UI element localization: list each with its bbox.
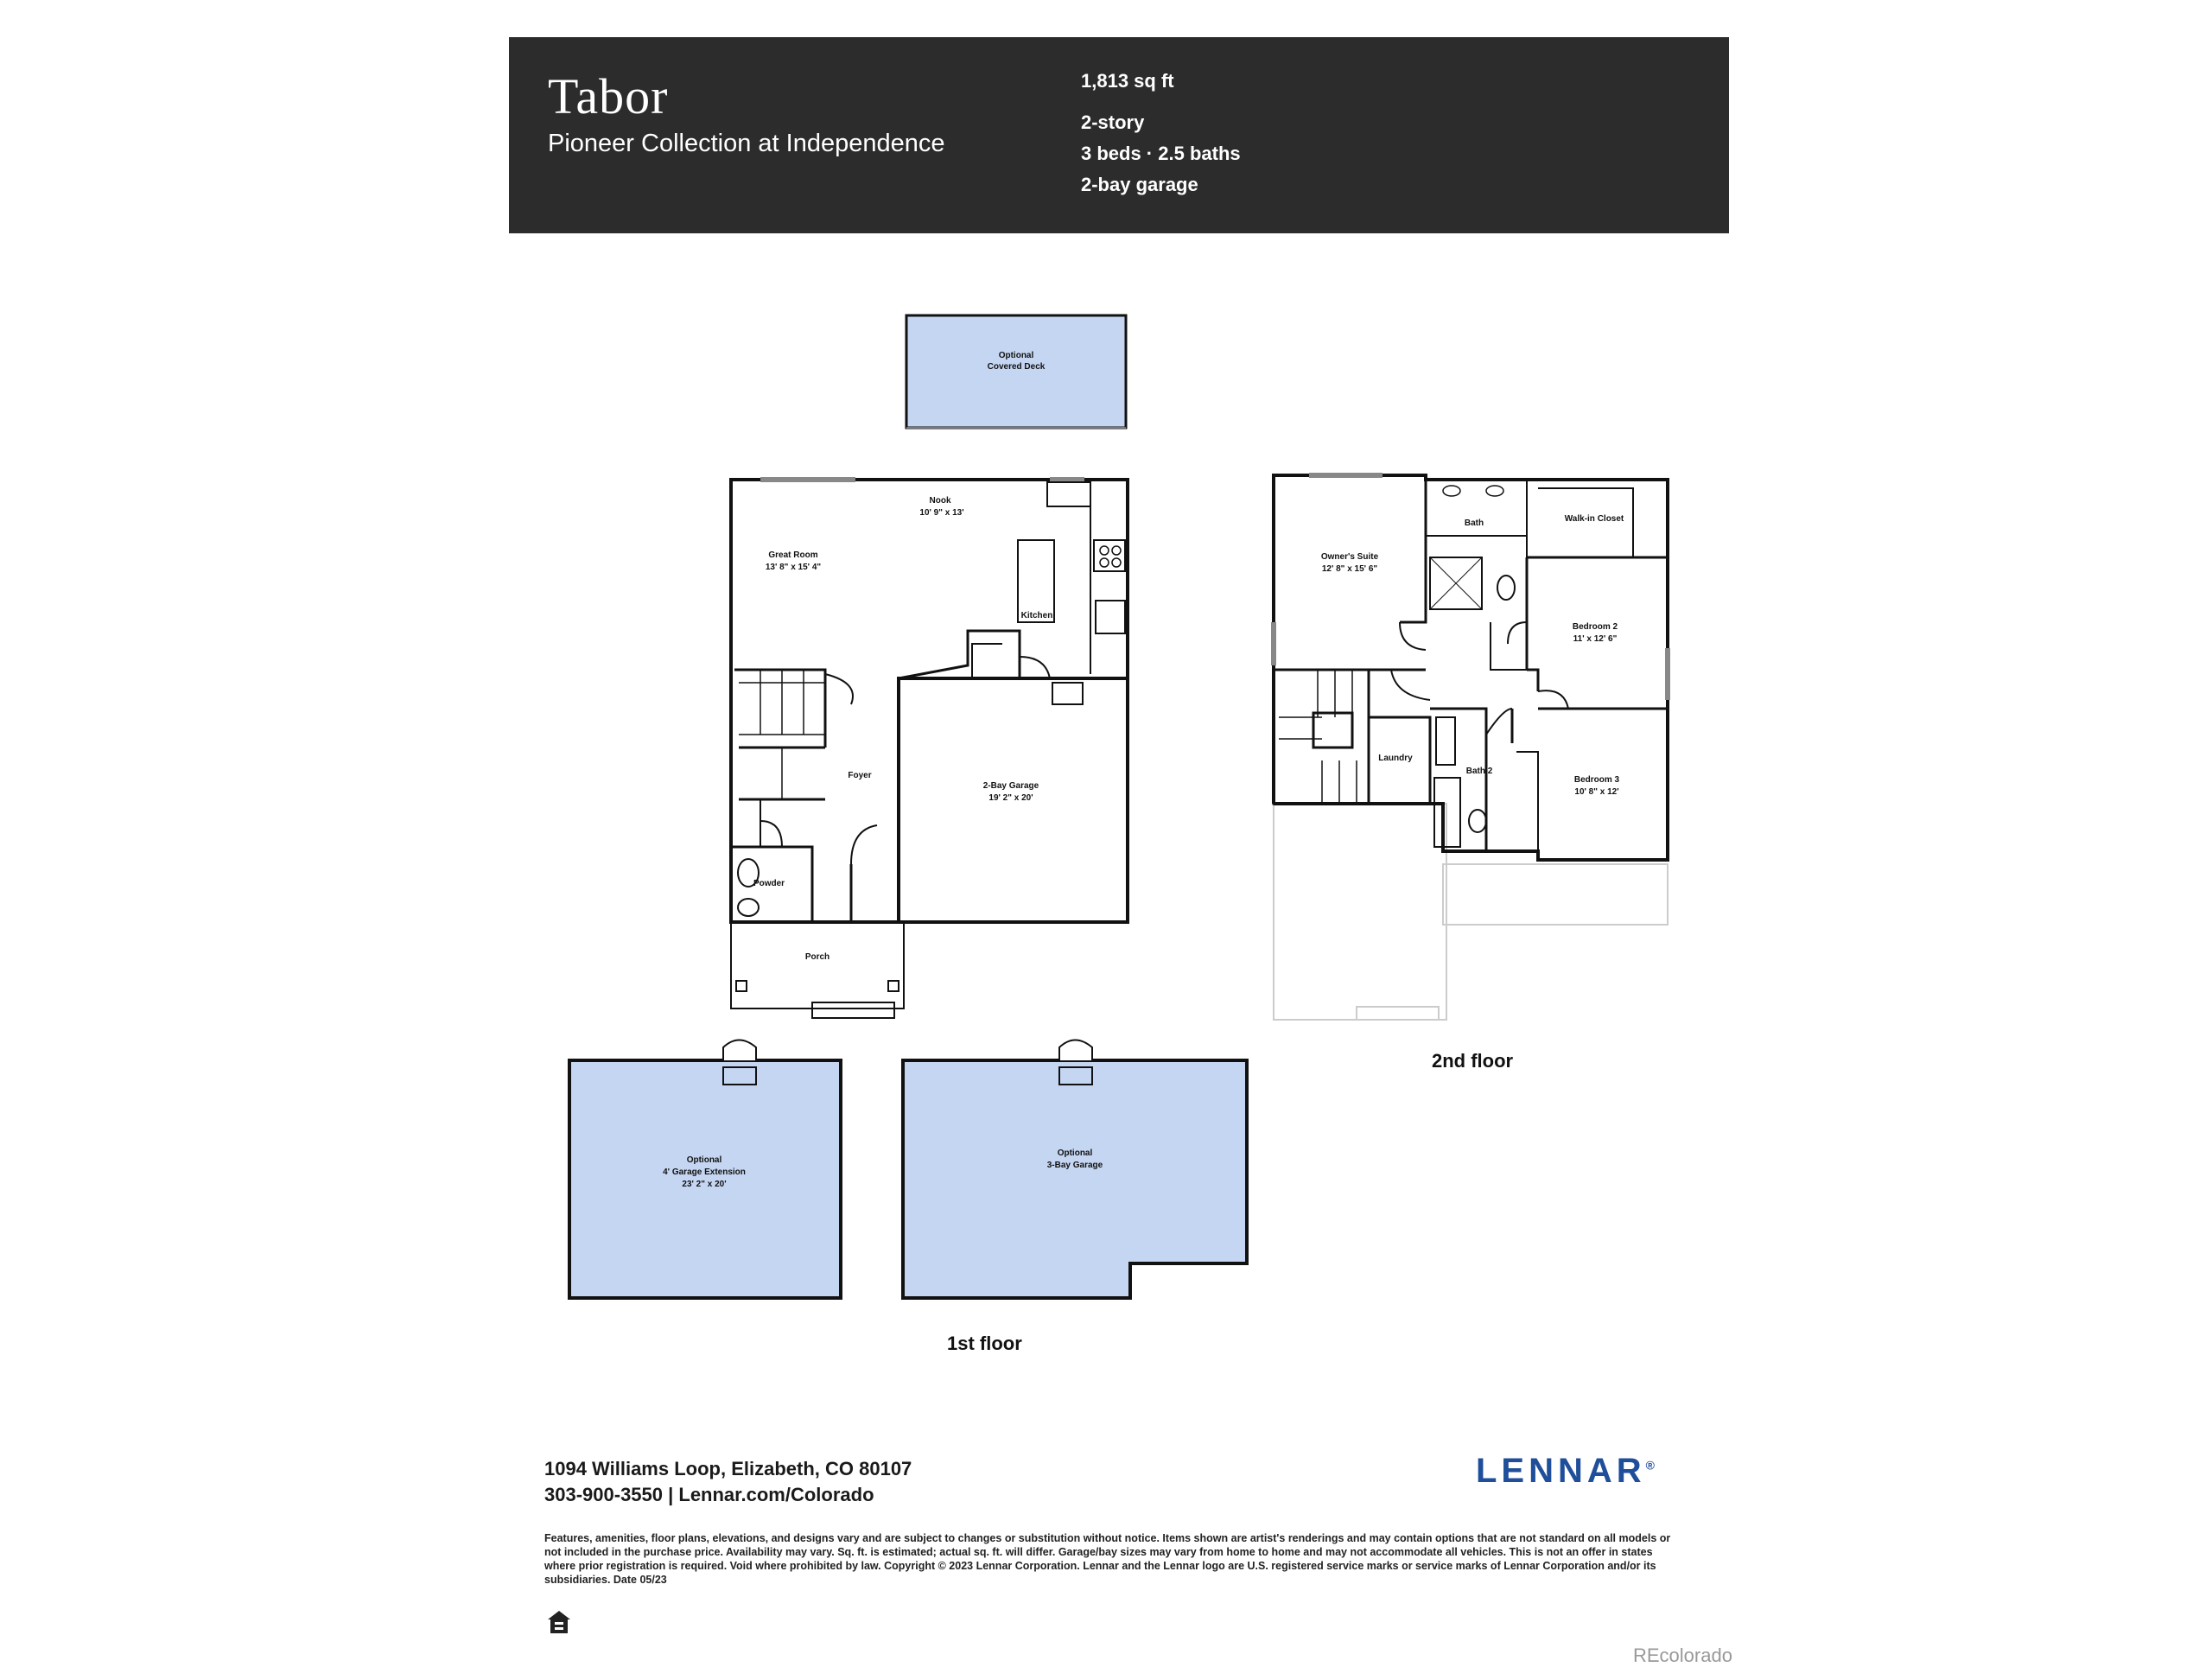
plan-title: Tabor bbox=[548, 68, 669, 124]
label-opt-3bay-1: Optional bbox=[1057, 1148, 1093, 1158]
label-owners-suite-dim: 12' 8" x 15' 6" bbox=[1321, 564, 1378, 574]
first-floor-plan bbox=[569, 315, 1247, 1298]
label-garage-name: 2-Bay Garage bbox=[982, 781, 1039, 791]
lennar-logo-mark: ® bbox=[1645, 1458, 1655, 1473]
first-floor-outline bbox=[731, 480, 1128, 922]
footer-contact: 303-900-3550 | Lennar.com/Colorado bbox=[544, 1484, 874, 1505]
second-floor-outline bbox=[1274, 475, 1668, 860]
label-opt-ext-1: Optional bbox=[686, 1155, 722, 1165]
label-nook-dim: 10' 9" x 13' bbox=[919, 508, 964, 518]
spec-beds-baths: 3 beds · 2.5 baths bbox=[1081, 143, 1241, 164]
label-bedroom3-dim: 10' 8" x 12' bbox=[1574, 787, 1619, 797]
footer-address-block bbox=[544, 1456, 912, 1508]
recolorado-watermark: REcolorado bbox=[1633, 1645, 1732, 1666]
spec-sqft: 1,813 sq ft bbox=[1081, 70, 1174, 92]
first-floor-label: 1st floor bbox=[947, 1333, 1022, 1354]
label-powder: Powder bbox=[753, 879, 785, 888]
label-bedroom3-name: Bedroom 3 bbox=[1573, 775, 1620, 785]
label-bath2: Bath 2 bbox=[1465, 767, 1493, 776]
footer-address: 1094 Williams Loop, Elizabeth, CO 80107 bbox=[544, 1458, 912, 1479]
label-nook-name: Nook bbox=[929, 496, 951, 506]
label-optional-deck-1: Optional bbox=[998, 351, 1034, 360]
label-foyer: Foyer bbox=[848, 771, 872, 780]
label-porch: Porch bbox=[804, 952, 830, 962]
label-bedroom2-dim: 11' x 12' 6" bbox=[1573, 634, 1618, 644]
label-garage-dim: 19' 2" x 20' bbox=[988, 793, 1033, 803]
second-floor-label: 2nd floor bbox=[1432, 1050, 1514, 1072]
label-laundry: Laundry bbox=[1378, 754, 1413, 763]
label-walk-in-closet: Walk-in Closet bbox=[1564, 514, 1624, 524]
lennar-logo bbox=[1476, 1452, 1655, 1491]
label-owners-suite-name: Owner's Suite bbox=[1320, 552, 1379, 562]
label-great-room-name: Great Room bbox=[768, 550, 818, 560]
lennar-logo-text: LENNAR bbox=[1476, 1452, 1646, 1490]
label-bedroom2-name: Bedroom 2 bbox=[1572, 622, 1618, 632]
legal-disclaimer: Features, amenities, floor plans, elevations, and designs vary and are subject to changes or substitution without notice. Items shown are artist's renderings and may contain options that are not standard on all models or not included in the purchase price. Availability may vary. Sq. ft. is estimated; actual sq. ft. will differ. Garage/bay sizes may vary from home to home and may not accommodate all vehicles. This is not an offer in states where prior registration is required. Void where prohibited by law. Copyright © 2023 Lennar Corporation. Lennar and the Lennar logo are U.S. registered service marks or service marks of Lennar Corporation and/or its subsidiaries. Date 05/23 bbox=[544, 1532, 1671, 1586]
optional-three-bay-garage bbox=[903, 1060, 1247, 1298]
label-great-room-dim: 13' 8" x 15' 4" bbox=[765, 563, 822, 572]
label-bath: Bath bbox=[1464, 519, 1484, 528]
equal-housing-icon bbox=[546, 1609, 572, 1635]
plan-subtitle: Pioneer Collection at Independence bbox=[548, 130, 945, 157]
label-optional-deck-2: Covered Deck bbox=[987, 362, 1046, 372]
label-opt-ext-3: 23' 2" x 20' bbox=[682, 1180, 727, 1189]
label-opt-3bay-2: 3-Bay Garage bbox=[1046, 1161, 1103, 1170]
optional-covered-deck bbox=[906, 315, 1126, 428]
spec-garage: 2-bay garage bbox=[1081, 174, 1198, 195]
label-opt-ext-2: 4' Garage Extension bbox=[663, 1168, 746, 1177]
label-kitchen: Kitchen bbox=[1020, 611, 1053, 620]
spec-stories: 2-story bbox=[1081, 111, 1145, 133]
porch-outline bbox=[731, 922, 904, 1008]
